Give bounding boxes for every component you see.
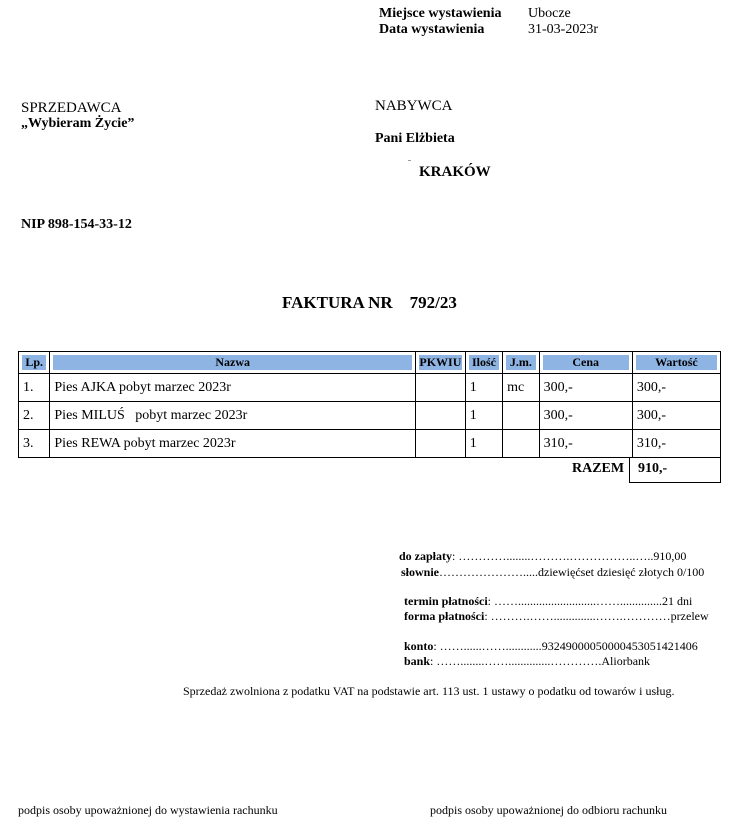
payment-term-label: termin płatności	[404, 594, 488, 608]
column-header: Cena	[539, 352, 632, 374]
dot-leader: : ……........……..............………….	[430, 654, 602, 668]
total-label: RAZEM	[572, 461, 625, 476]
payment-form-value: przelew	[670, 609, 709, 623]
cell-unit: mc	[503, 374, 539, 402]
dot-leader: : ……….……..............…….…………	[484, 609, 671, 623]
cell-price: 310,-	[539, 430, 632, 458]
column-header: Nazwa	[50, 352, 416, 374]
buyer-city: KRAKÓW	[419, 164, 491, 180]
dot-leader: : ……..........................……..............	[487, 594, 663, 608]
seller-nip: NIP 898-154-33-12	[21, 217, 132, 232]
dot-leader: ………………….....	[439, 565, 539, 579]
cell-price: 300,-	[539, 402, 632, 430]
cell-lp: 1.	[19, 374, 50, 402]
cell-qty: 1	[465, 374, 502, 402]
amount-words-line	[401, 565, 704, 580]
account-value: 93249000050000453051421406	[541, 639, 698, 653]
redaction-mark	[408, 160, 411, 161]
column-header: J.m.	[503, 352, 539, 374]
items-table	[18, 351, 721, 458]
date-value: 31-03-2023r	[528, 22, 598, 37]
vat-exemption-note: Sprzedaż zwolniona z podatku VAT na podstawie art. 113 ust. 1 ustawy o podatku od towarów i usług.	[183, 684, 675, 698]
total-value: 910,-	[638, 461, 668, 476]
cell-value: 300,-	[632, 402, 720, 430]
amount-due-label: do zapłaty	[399, 549, 453, 563]
cell-value: 310,-	[632, 430, 720, 458]
seller-name: „Wybieram Życie”	[21, 116, 135, 131]
amount-due-line	[399, 549, 686, 564]
account-line	[404, 639, 698, 654]
cell-value: 300,-	[632, 374, 720, 402]
dot-leader: : ……......……............	[433, 639, 542, 653]
cell-name: Pies AJKA pobyt marzec 2023r	[50, 374, 416, 402]
bank-line	[404, 654, 650, 669]
cell-qty: 1	[465, 402, 502, 430]
payment-term-value: 21 dni	[662, 594, 693, 608]
payment-form-label: forma płatności	[404, 609, 485, 623]
cell-unit	[503, 402, 539, 430]
bank-label: bank	[404, 654, 431, 668]
issuer-signature-caption: podpis osoby upoważnionej do wystawienia rachunku	[18, 803, 278, 817]
column-header: Ilość	[465, 352, 502, 374]
buyer-name: Pani Elżbieta	[375, 131, 455, 146]
account-label: konto	[404, 639, 434, 653]
table-header-row	[19, 352, 721, 374]
cell-name: Pies REWA pobyt marzec 2023r	[50, 430, 416, 458]
dot-leader: : …………........……….……………..…..	[452, 549, 654, 563]
amount-words-value: dziewięćset dziesięć złotych 0/100	[538, 565, 705, 579]
column-header: Wartość	[632, 352, 720, 374]
column-header: PKWIU	[416, 352, 466, 374]
cell-pkwiu	[416, 430, 466, 458]
place-value: Ubocze	[528, 6, 571, 21]
amount-words-label: słownie	[401, 565, 440, 579]
cell-price: 300,-	[539, 374, 632, 402]
cell-pkwiu	[416, 402, 466, 430]
receiver-signature-caption: podpis osoby upoważnionej do odbioru rachunku	[430, 803, 667, 817]
amount-due-value: 910,00	[653, 549, 687, 563]
cell-unit	[503, 430, 539, 458]
cell-lp: 3.	[19, 430, 50, 458]
payment-term-line	[404, 594, 692, 609]
cell-pkwiu	[416, 374, 466, 402]
table-row	[19, 402, 721, 430]
cell-qty: 1	[465, 430, 502, 458]
cell-name: Pies MILUŚ pobyt marzec 2023r	[50, 402, 416, 430]
bank-value: Aliorbank	[601, 654, 651, 668]
buyer-label: NABYWCA	[375, 98, 453, 114]
invoice-title: FAKTURA NR 792/23	[282, 293, 457, 312]
cell-lp: 2.	[19, 402, 50, 430]
date-label: Data wystawienia	[379, 22, 485, 37]
place-label: Miejsce wystawienia	[379, 6, 502, 21]
payment-form-line	[404, 609, 709, 624]
seller-label: SPRZEDAWCA	[21, 100, 122, 116]
table-row	[19, 374, 721, 402]
column-header: Lp.	[19, 352, 50, 374]
table-row	[19, 430, 721, 458]
